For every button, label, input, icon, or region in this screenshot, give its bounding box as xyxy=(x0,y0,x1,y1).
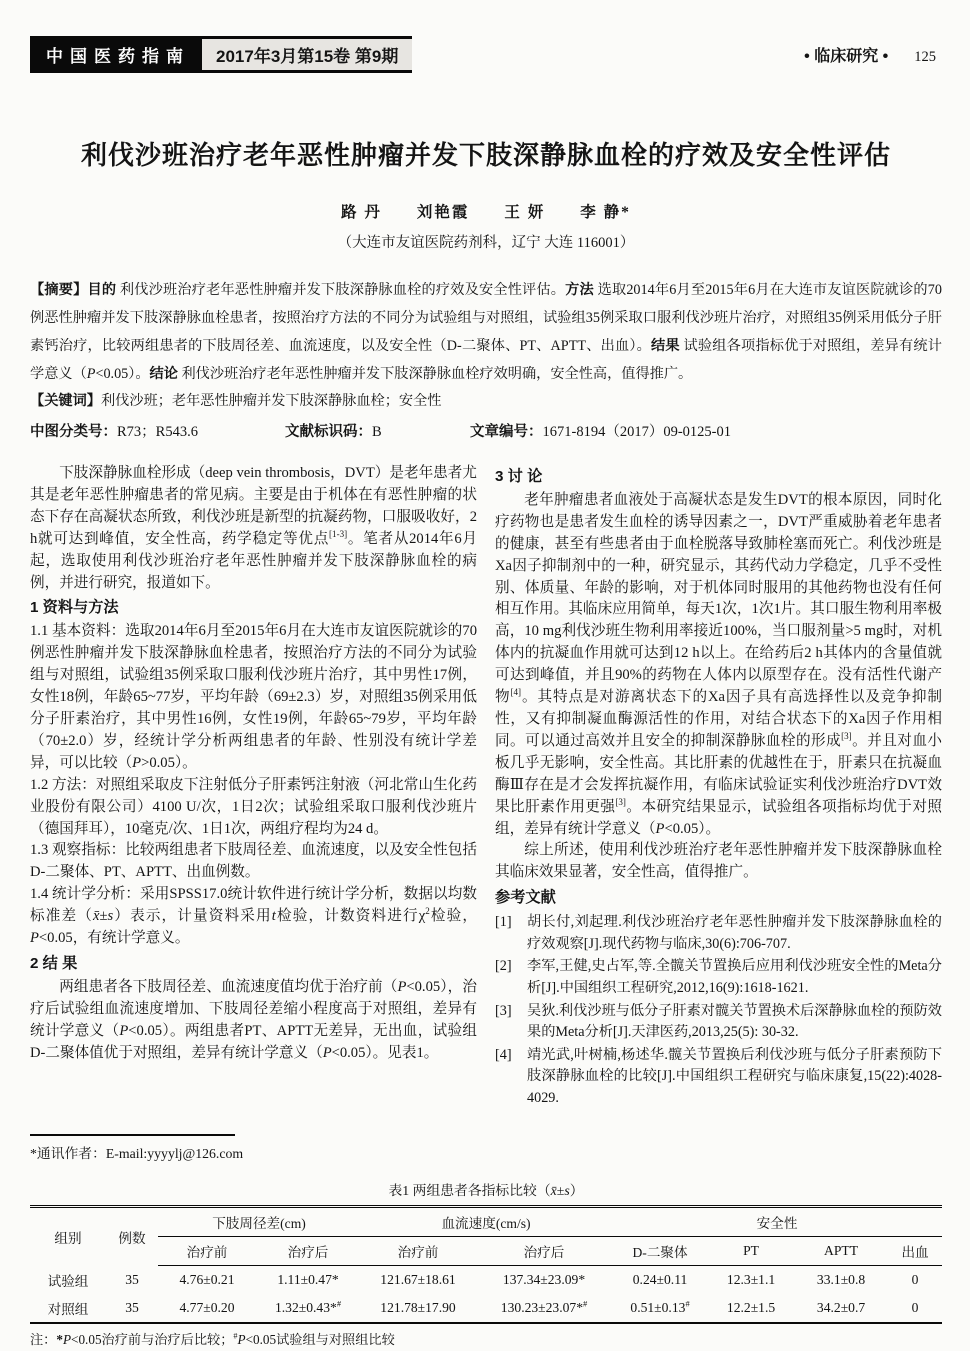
article-authors: 路 丹 刘艳霞 王 妍 李 静* xyxy=(341,204,631,221)
clc-number: 中图分类号：R73；R543.6 xyxy=(30,424,198,440)
cell-aptt: 34.2±0.7 xyxy=(816,1299,866,1315)
left-column xyxy=(30,463,477,1169)
reference-text: 李军,王健,史占军,等.全髋关节置换后应用利伐沙班安全性的Meta分析[J].中国组织工程研究,2012,16(9):1618-1621. xyxy=(527,958,942,996)
footnote-text: *通讯作者：E-mail:yyyylj@126.com xyxy=(30,1146,244,1162)
paragraph-1-2: 1.2 方法：对照组采取皮下注射低分子肝素钙注射液（河北常山生化药业股份有限公司）4100 U/次，1日2次；试验组采取口服利伐沙班片（德国拜耳），10毫克/次、1日1次，两组疗程均为24 d。 xyxy=(30,776,477,837)
cell-flow-after: 137.34±23.09* xyxy=(502,1271,586,1287)
body-columns xyxy=(30,463,942,1169)
paragraph-1-1: 1.1 基本资料：选取2014年6月至2015年6月在大连市友谊医院就诊的70例恶性肿瘤并发下肢深静脉血栓患者，按照治疗方法的不同分为试验组与对照组，试验组35例采取口服利伐沙班片治疗，其中男性17例，女性18例，年龄65~77岁，平均年龄（69±2.3）岁，对照组35例采用低分子肝素治疗，其中男性16例，女性19例，年龄65~79岁，平均年龄（70±2.0）岁，经统计学分析两组患者的年龄、性别没有统计学差异，可以比较（P>0.05）。 xyxy=(30,623,477,771)
col-header-after-treatment: 治疗后 xyxy=(476,1237,612,1266)
journal-name: 中国医药指南 xyxy=(30,36,202,73)
corresponding-author-footnote xyxy=(30,1134,477,1169)
col-header-before-treatment: 治疗前 xyxy=(360,1237,476,1266)
cell-leg-before: 4.76±0.21 xyxy=(179,1271,235,1287)
reference-number: [2] xyxy=(495,958,512,975)
page-number: 125 xyxy=(914,49,936,65)
results-paragraph: 两组患者各下肢周径差、血流速度值均优于治疗前（P<0.05），治疗后试验组血流速度增加、下肢周径差缩小程度高于对照组，差异有统计学意义（P<0.05）。两组患者PT、APTT无差异，无出血，试验组D-二聚体值优于对照组，差异有统计学意义（P<0.05）。见表1。 xyxy=(30,978,477,1061)
cell-group: 试验组 xyxy=(47,1273,89,1289)
references-heading: 参考文献 xyxy=(495,889,556,907)
cell-leg-after: 1.32±0.43*# xyxy=(274,1297,342,1315)
reference-text: 吴狄.利伐沙班与低分子肝素对髋关节置换术后深静脉血栓的预防效果的Meta分析[J].天津医药,2013,25(5): 30-32. xyxy=(527,1002,942,1041)
col-header-after-treatment: 治疗后 xyxy=(256,1237,360,1266)
cell-flow-before: 121.67±18.61 xyxy=(380,1271,456,1287)
reference-item xyxy=(495,956,942,999)
cell-leg-before: 4.77±0.20 xyxy=(179,1299,235,1315)
cell-flow-after: 130.23±23.07*# xyxy=(500,1297,588,1315)
header-right xyxy=(804,43,942,66)
col-header-before-treatment: 治疗前 xyxy=(158,1237,256,1266)
reference-text: 胡长付,刘起理.利伐沙班治疗老年恶性肿瘤并发下肢深静脉血栓的疗效观察[J].现代药物与临床,30(6):706-707. xyxy=(527,914,942,952)
reference-item xyxy=(495,912,942,955)
abstract-block xyxy=(30,276,942,388)
col-header-pt: PT xyxy=(708,1237,794,1266)
col-header-ddimer: D-二聚体 xyxy=(612,1237,708,1266)
results-table xyxy=(30,1205,942,1324)
section-heading-results: 2 结 果 xyxy=(30,954,78,972)
table-block xyxy=(30,1179,942,1348)
article-id: 文章编号：1671-8194（2017）09-0125-01 xyxy=(470,424,731,440)
paragraph-1-3: 1.3 观察指标：比较两组患者下肢周径差、血流速度，以及安全性包括D-二聚体、PT、APTT、出血例数。 xyxy=(30,842,477,881)
keywords-block xyxy=(30,388,942,414)
table-title: 表1 两组患者各指标比较（x̄±s） xyxy=(388,1183,584,1198)
reference-text: 靖光武,叶树楠,杨述华.髋关节置换后利伐沙班与低分子肝素预防下肢深静脉血栓的比较[J].中国组织工程研究与临床康复,15(22):4028-4029. xyxy=(527,1046,942,1106)
page-header xyxy=(30,36,942,73)
article-title: 利伐沙班治疗老年恶性肿瘤并发下肢深静脉血栓的疗效及安全性评估 xyxy=(80,140,891,170)
cell-ddimer: 0.24±0.11 xyxy=(632,1271,688,1287)
intro-paragraph: 下肢深静脉血栓形成（deep vein thrombosis，DVT）是老年患者尤其是老年恶性肿瘤患者的常见病。主要是由于机体在有恶性肿瘤的状态下存在高凝状态所致，利伐沙班是新型的抗凝药物，口服吸收好，2 h就可达到峰值，安全性高，药学稳定等优点[1-3]。笔者从2014年6月起，选取使用利伐沙班治疗老年恶性肿瘤并发下肢深静脉血栓的病例，并进行研究，报道如下。 xyxy=(30,465,477,591)
table-row xyxy=(30,1294,942,1323)
reference-number: [4] xyxy=(495,1046,512,1063)
col-group-flow: 血流速度(cm/s) xyxy=(360,1207,612,1237)
col-group-safety: 安全性 xyxy=(612,1207,942,1237)
table-note: 注：*P<0.05治疗前与治疗后比较；#P<0.05试验组与对照组比较 xyxy=(30,1331,395,1347)
right-column xyxy=(495,463,942,1169)
col-header-n: 例数 xyxy=(118,1230,146,1246)
table-header-subcolumns xyxy=(30,1237,942,1266)
document-code: 文献标识码：B xyxy=(285,424,382,440)
reference-number: [1] xyxy=(495,914,512,931)
col-header-aptt: APTT xyxy=(794,1237,888,1266)
reference-item xyxy=(495,1045,942,1110)
col-header-group: 组别 xyxy=(54,1230,82,1246)
table-row xyxy=(30,1266,942,1294)
cell-flow-before: 121.78±17.90 xyxy=(380,1299,456,1315)
section-label: • 临床研究 • xyxy=(804,48,889,65)
col-header-bleeding: 出血 xyxy=(888,1237,942,1266)
cell-pt: 12.2±1.5 xyxy=(726,1299,776,1315)
keywords-label: 【关键词】 xyxy=(30,393,101,409)
reference-list xyxy=(495,912,942,1110)
reference-number: [3] xyxy=(495,1002,512,1019)
paragraph-1-4: 1.4 统计学分析：采用SPSS17.0统计软件进行统计学分析，数据以均数标准差（x̄±s）表示，计量资料采用t检验，计数资料进行$\chi^2$检验，P<0.05，有统计学意义。 xyxy=(30,886,477,947)
cell-bleeding: 0 xyxy=(911,1271,919,1287)
cell-pt: 12.3±1.1 xyxy=(726,1271,776,1287)
article-affiliation: （大连市友谊医院药剂科，辽宁 大连 116001） xyxy=(337,235,635,251)
issue-info: 2017年3月第15卷 第9期 xyxy=(202,36,412,73)
section-heading-discussion: 3 讨 论 xyxy=(495,468,543,485)
cell-leg-after: 1.11±0.47* xyxy=(277,1271,339,1287)
discussion-paragraph: 老年肿瘤患者血液处于高凝状态是发生DVT的根本原因，同时化疗药物也是患者发生血栓的诱导因素之一，DVT严重威胁着老年患者的健康，甚至有些患者由于血栓脱落导致肺栓塞而死亡。利伐沙班是Xa因子抑制剂中的一种，研究显示，其药代动力学稳定，几乎不受性别、体质量、年龄的影响，对于机体同时服用的其他药物也没有任何相互作用。其临床应用简单，每天1次，1次1片。其口服生物利用率极高，10 mg利伐沙班生物利用率接近100%，当口服剂量>5 mg时，对机体内的抗凝血作用就可达到12 h以上。在给药后2 h其体内的含量值就可达到峰值，并且90%的药物在人体内以原型存在。没有活性代谢产物[4]。其特点是对游离状态下的Xa因子具有高选择性以及竞争抑制性，又有抑制凝血酶源活性的作用，对结合状态下的Xa因子作用相同。可以通过高效并且安全的抑制深静脉血栓的形成[3]。并且对血小板几乎无影响，安全性高。其比肝素的优越性在于，肝素只在抗凝血酶Ⅲ存在是才会发挥抗凝作用，有临床试验证实利伐沙班治疗DVT效果比肝素作用更强[3]。本研究结果显示，试验组各项指标均优于对照组，差异有统计学意义（P<0.05）。 xyxy=(495,491,942,837)
journal-banner xyxy=(30,36,412,73)
col-group-leg-diff: 下肢周径差(cm) xyxy=(158,1207,360,1237)
section-heading-methods: 1 资料与方法 xyxy=(30,599,119,617)
cell-n: 35 xyxy=(125,1271,139,1287)
cell-ddimer: 0.51±0.13# xyxy=(630,1297,690,1315)
table-header-groups xyxy=(30,1207,942,1237)
meta-row xyxy=(30,420,942,441)
cell-bleeding: 0 xyxy=(911,1299,919,1315)
keywords-text: 利伐沙班；老年恶性肿瘤并发下肢深静脉血栓；安全性 xyxy=(100,393,442,409)
abstract-label: 【摘要】 xyxy=(30,282,88,298)
cell-group: 对照组 xyxy=(47,1301,89,1317)
cell-aptt: 33.1±0.8 xyxy=(816,1271,866,1287)
abstract-text: 目的 利伐沙班治疗老年恶性肿瘤并发下肢深静脉血栓的疗效及安全性评估。方法 选取2014年6月至2015年6月在大连市友谊医院就诊的70例恶性肿瘤并发下肢深静脉血栓患者，按照治疗方法的不同分为试验组与对照组，试验组35例采取口服利伐沙班片治疗，对照组35例采用低分子肝素钙治疗，比较两组患者的下肢周径差、血流速度，以及安全性（D-二聚体、PT、APTT、出血）。结果 试验组各项指标优于对照组，差异有统计学意义（P<0.05）。结论 利伐沙班治疗老年恶性肿瘤并发下肢深静脉血栓疗效明确，安全性高，值得推广。 xyxy=(30,282,942,382)
reference-item xyxy=(495,1001,942,1044)
conclusion-paragraph: 综上所述，使用利伐沙班治疗老年恶性肿瘤并发下肢深静脉血栓其临床效果显著，安全性高，值得推广。 xyxy=(495,842,942,881)
footnote-rule xyxy=(30,1134,235,1136)
cell-n: 35 xyxy=(125,1299,139,1315)
